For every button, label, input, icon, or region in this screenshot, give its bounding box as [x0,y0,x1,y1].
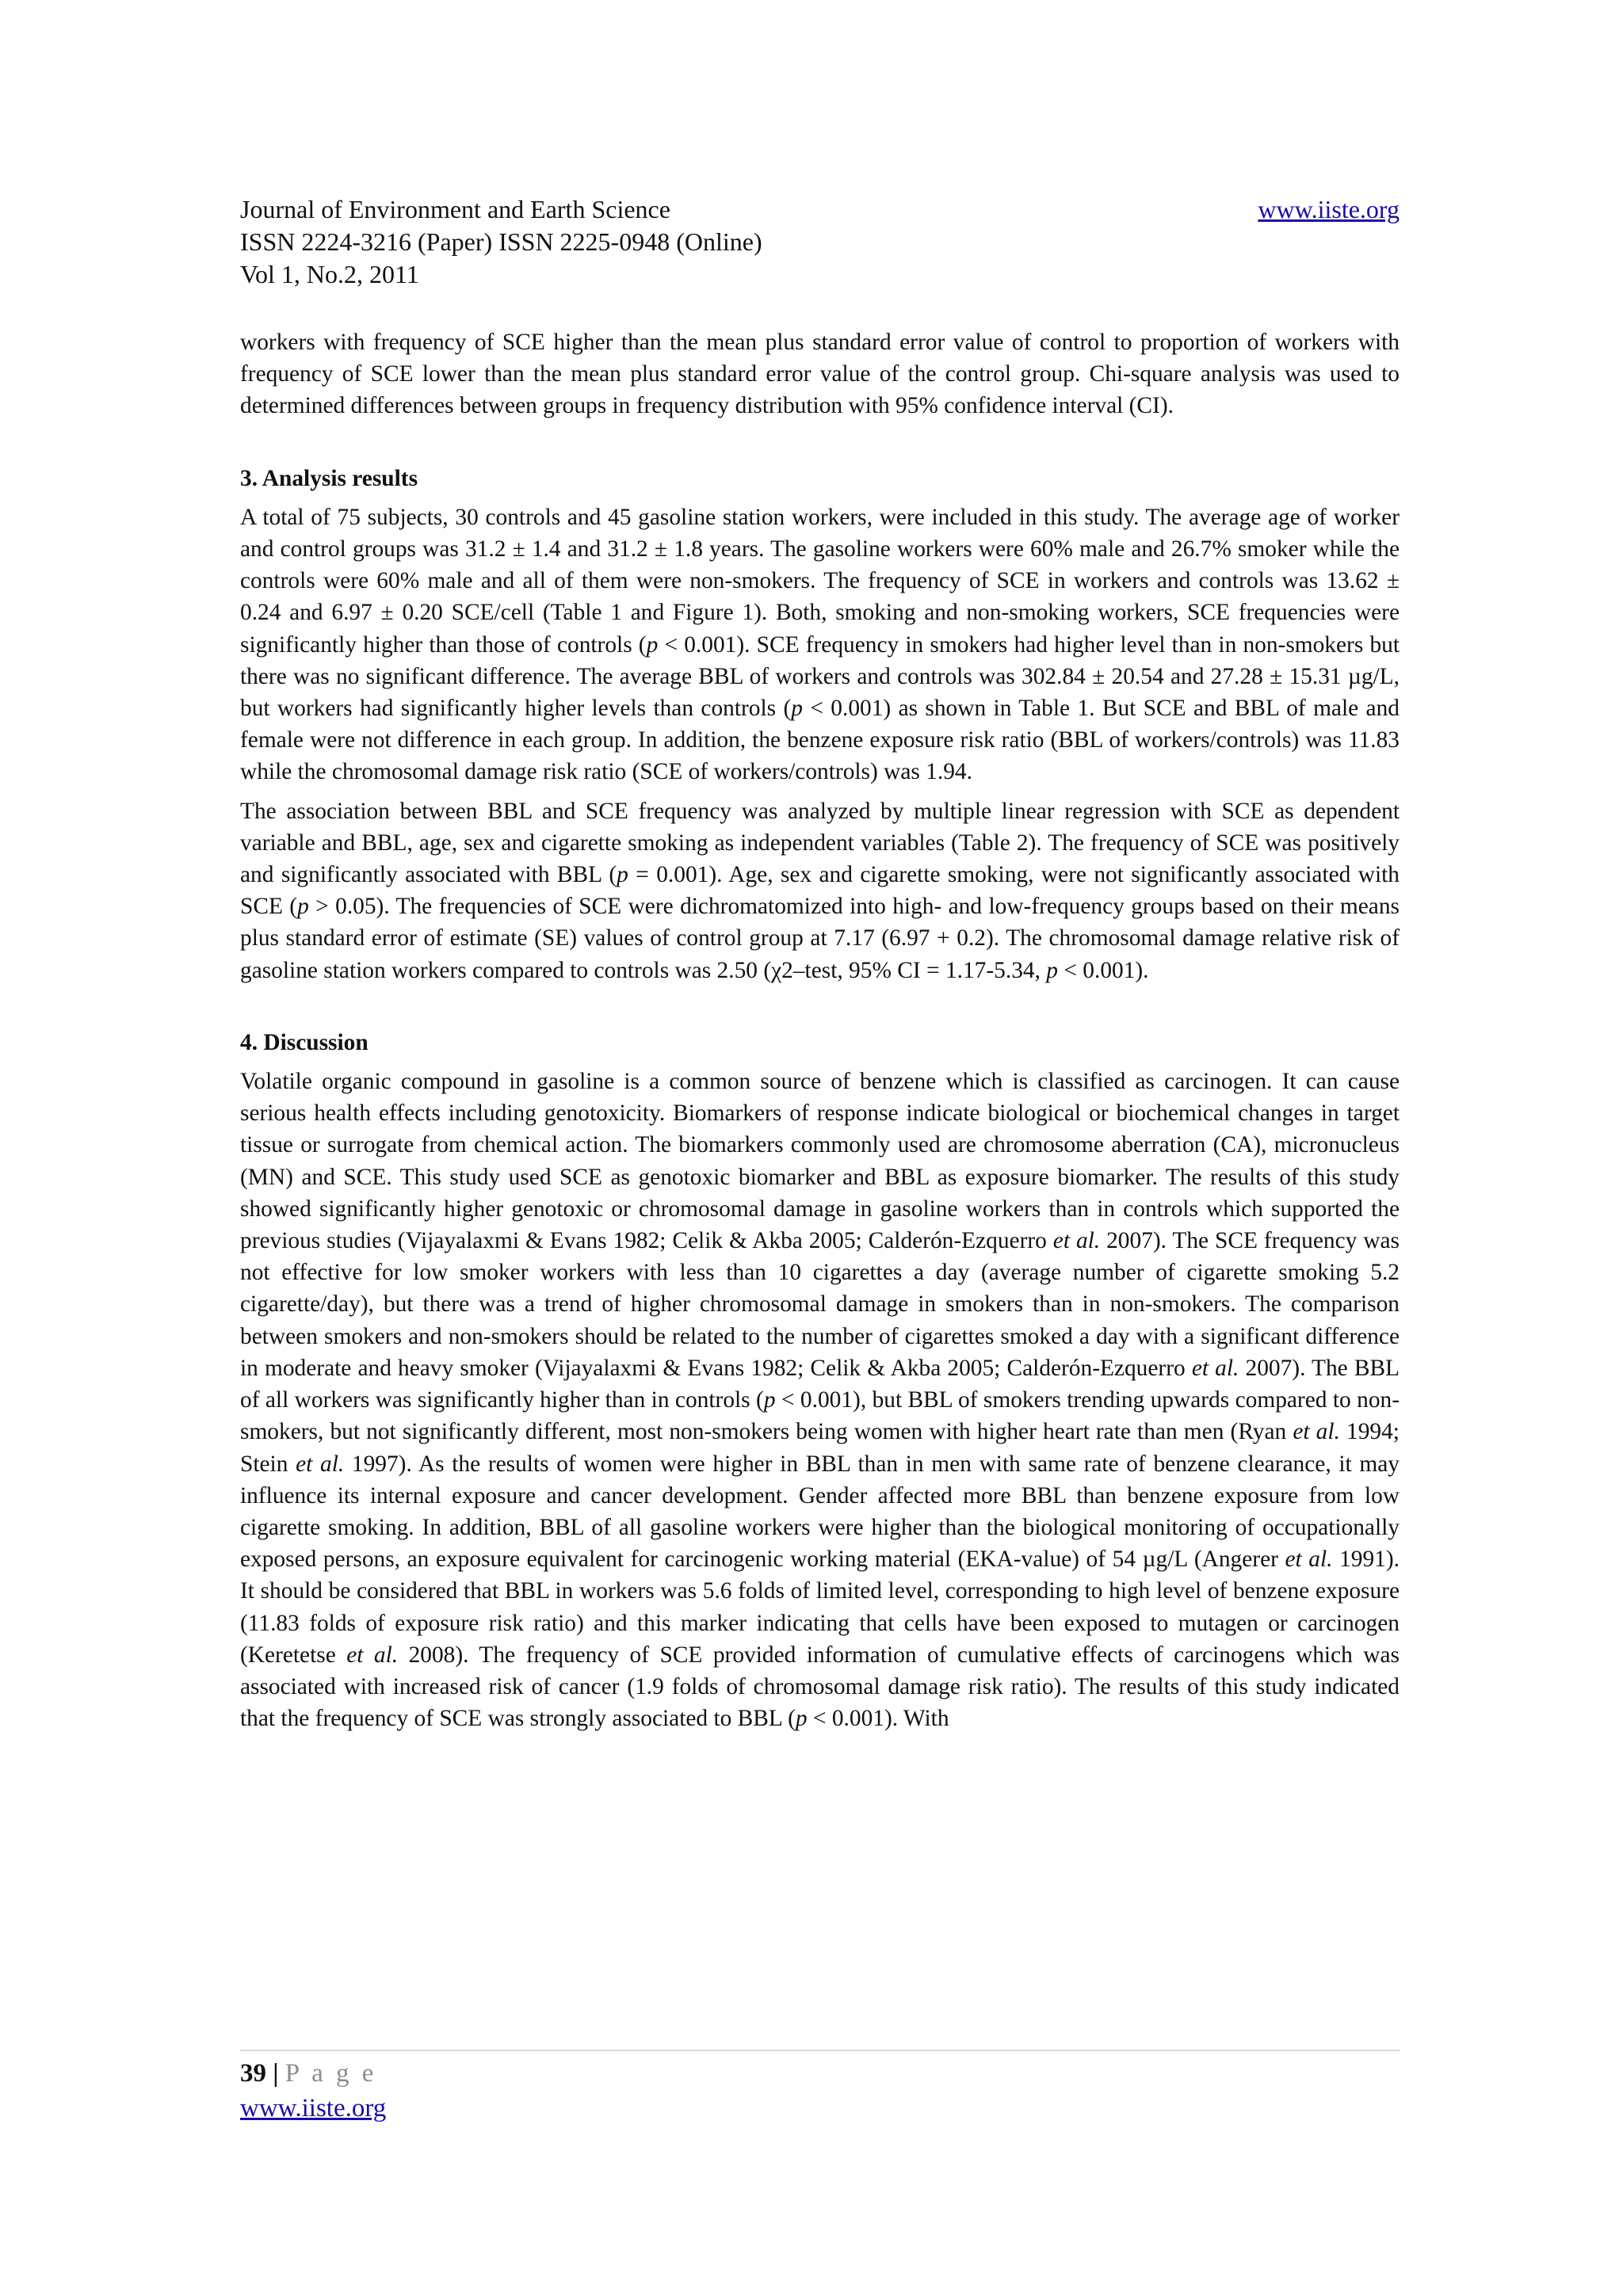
section-3-paragraph-1: A total of 75 subjects, 30 controls and 45 gasoline station workers, were included in this study. The average age of worker and control groups was 31.2 ± 1.4 and 31.2 ± 1.8 years. The gasoline workers were 60% male and 26.7% smoker while the controls were 60% male and all of them were non-smokers. The frequency of SCE in workers and controls was 13.62 ± 0.24 and 6.97 ± 0.20 SCE/cell (Table 1 and Figure 1). Both, smoking and non-smoking workers, SCE frequencies were significantly higher than those of controls (p < 0.001). SCE frequency in smokers had higher level than in non-smokers but there was no significant difference. The average BBL of workers and controls was 302.84 ± 20.54 and 27.28 ± 15.31 µg/L, but workers had significantly higher levels than controls (p < 0.001) as shown in Table 1. But SCE and BBL of male and female were not difference in each group. In addition, the benzene exposure risk ratio (BBL of workers/controls) was 11.83 while the chromosomal damage risk ratio (SCE of workers/controls) was 1.94. [240,504,1400,785]
section-3-heading: 3. Analysis results [240,465,418,491]
article-body [240,326,1400,1734]
journal-issn: ISSN 2224-3216 (Paper) ISSN 2225-0948 (Online) [240,227,762,256]
intro-paragraph: workers with frequency of SCE higher than the mean plus standard error value of control to proportion of workers with frequency of SCE lower than the mean plus standard error value of the control group. Chi-square analysis was used to determined differences between groups in frequency distribution with 95% confidence interval (CI). [240,330,1400,419]
page-indicator [240,2056,386,2091]
page-separator: | [266,2059,285,2088]
journal-title: Journal of Environment and Earth Science [240,195,670,223]
footer-site-link[interactable]: www.iiste.org [240,2094,387,2122]
section-3-paragraph-2: The association between BBL and SCE frequency was analyzed by multiple linear regression with SCE as dependent variable and BBL, age, sex and cigarette smoking as independent variables (Table 2). The frequency of SCE was positively and significantly associated with BBL (p = 0.001). Age, sex and cigarette smoking, were not significantly associated with SCE (p > 0.05). The frequencies of SCE were dichromatomized into high- and low-frequency groups based on their means plus standard error of estimate (SE) values of control group at 7.17 (6.97 + 0.2). The chromosomal damage relative risk of gasoline station workers compared to controls was 2.50 (χ2–test, 95% CI = 1.17-5.34, p < 0.001). [240,798,1400,983]
header-site-link[interactable]: www.iiste.org [1258,195,1400,223]
page-label: P a g e [285,2059,377,2088]
section-4-paragraph-1: Volatile organic compound in gasoline is a common source of benzene which is classified as carcinogen. It can cause serious health effects including genotoxicity. Biomarkers of response indicate biological or biochemical changes in target tissue or surrogate from chemical action. The biomarkers commonly used are chromosome aberration (CA), micronucleus (MN) and SCE. This study used SCE as genotoxic biomarker and BBL as exposure biomarker. The results of this study showed significantly higher genotoxic or chromosomal damage in gasoline workers than in controls which supported the previous studies (Vijayalaxmi & Evans 1982; Celik & Akba 2005; Calderón-Ezquerro et al. 2007). The SCE frequency was not effective for low smoker workers with less than 10 cigarettes a day (average number of cigarette smoking 5.2 cigarette/day), but there was a trend of higher chromosomal damage in smokers than in non-smokers. The comparison between smokers and non-smokers should be related to the number of cigarettes smoked a day with a significant difference in moderate and heavy smoker (Vijayalaxmi & Evans 1982; Celik & Akba 2005; Calderón-Ezquerro et al. 2007). The BBL of all workers was significantly higher than in controls (p < 0.001), but BBL of smokers trending upwards compared to non-smokers, but not significantly different, most non-smokers being women with higher heart rate than men (Ryan et al. 1994; Stein et al. 1997). As the results of women were higher in BBL than in men with same rate of benzene clearance, it may influence its internal exposure and cancer development. Gender affected more BBL than benzene exposure from low cigarette smoking. In addition, BBL of all gasoline workers were higher than the biological monitoring of occupationally exposed persons, an exposure equivalent for carcinogenic working material (EKA-value) of 54 µg/L (Angerer et al. 1991). It should be considered that BBL in workers was 5.6 folds of limited level, corresponding to high level of benzene exposure (11.83 folds of exposure risk ratio) and this marker indicating that cells have been exposed to mutagen or carcinogen (Keretetse et al. 2008). The frequency of SCE provided information of cumulative effects of carcinogens which was associated with increased risk of cancer (1.9 folds of chromosomal damage risk ratio). The results of this study indicated that the frequency of SCE was strongly associated to BBL (p < 0.001). With [240,1069,1400,1732]
journal-volume: Vol 1, No.2, 2011 [240,260,419,288]
section-4-heading: 4. Discussion [240,1029,369,1055]
page-number: 39 [240,2059,266,2088]
page-footer [240,2056,386,2126]
journal-header [240,193,1400,291]
footer-divider [240,2050,1400,2051]
